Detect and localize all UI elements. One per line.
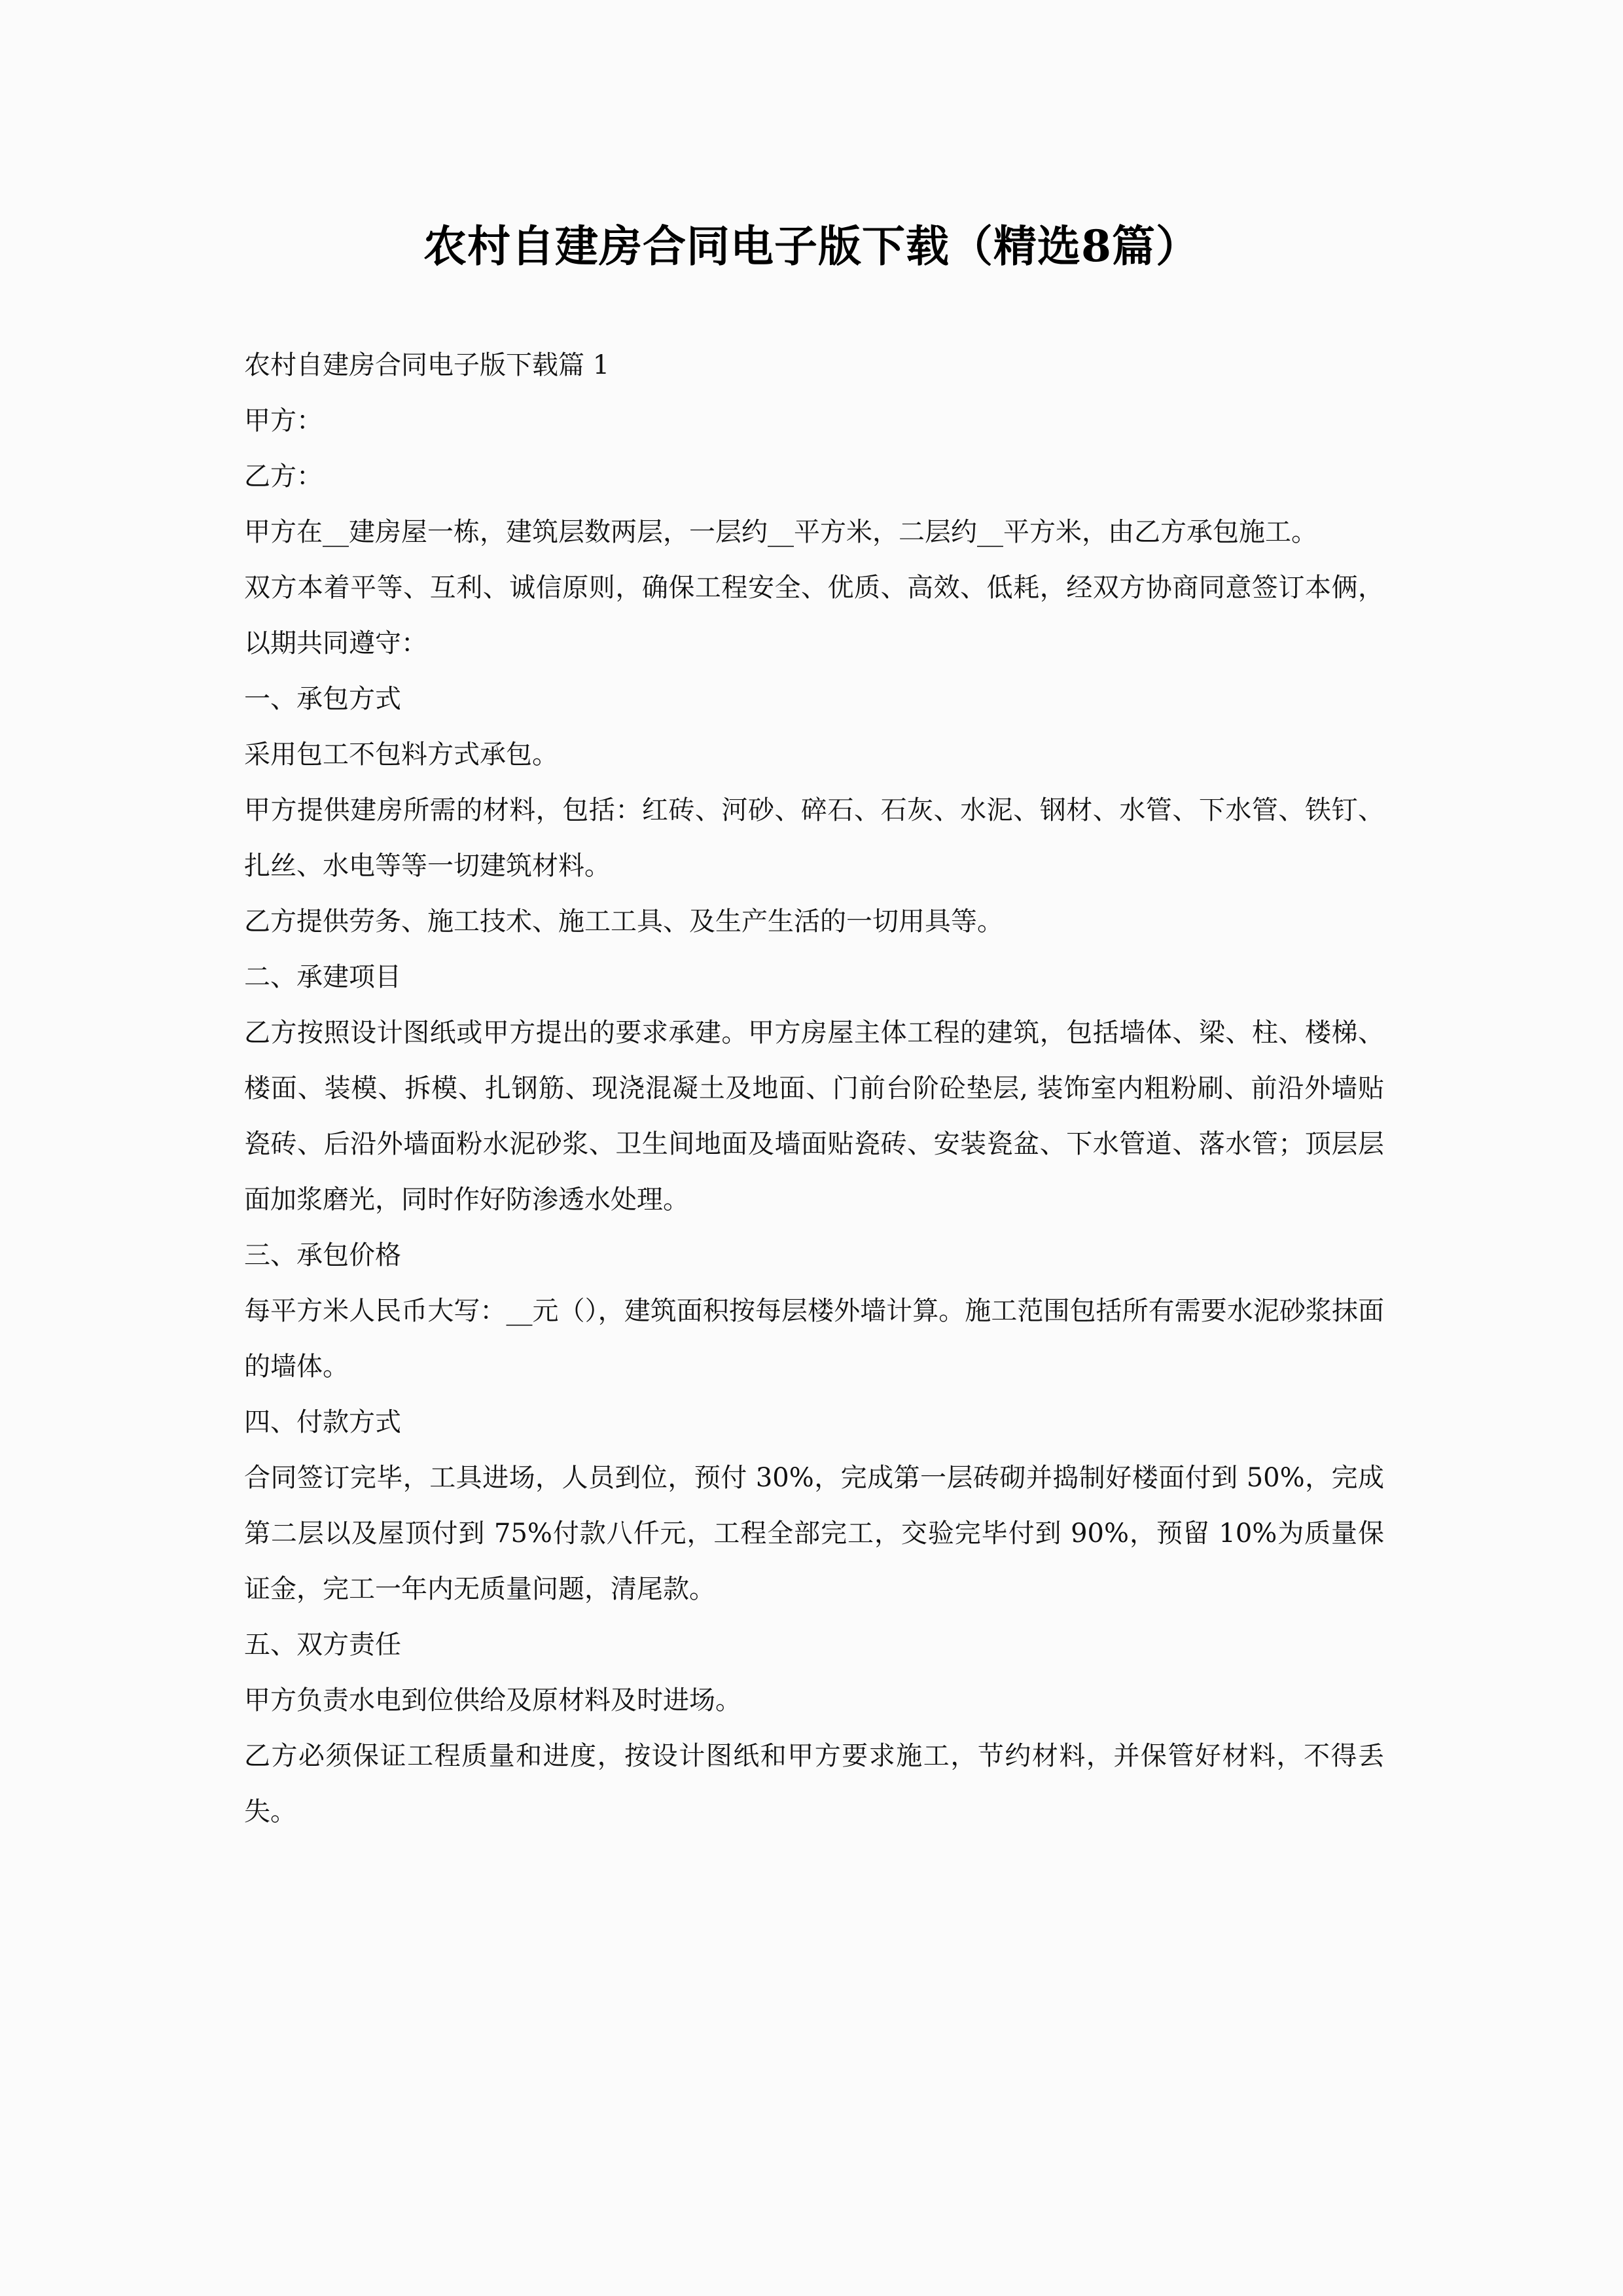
- section-1-heading: 一、承包方式: [244, 684, 401, 714]
- section-1-p2: 甲方提供建房所需的材料，包括：红砖、河砂、碎石、石灰、水泥、钢材、水管、下水管、铁钉、扎丝、水电等等一切建筑材料。: [244, 795, 1384, 881]
- section-4-p1: 合同签订完毕，工具进场，人员到位，预付 30%，完成第一层砖砌并捣制好楼面付到 50%，完成第二层以及屋顶付到 75%付款八仟元，工程全部完工，交验完毕付到 90%，预留 10%为质量保证金，完工一年内无质量问题，清尾款。: [244, 1463, 1384, 1604]
- preamble-2: 双方本着平等、互利、诚信原则，确保工程安全、优质、高效、低耗，经双方协商同意签订本俩，以期共同遵守：: [244, 573, 1384, 658]
- section-1-p3: 乙方提供劳务、施工技术、施工工具、及生产生活的一切用具等。: [244, 906, 1003, 937]
- section-5-heading: 五、双方责任: [244, 1630, 401, 1660]
- section-3-p1: 每平方米人民币大写：__元（），建筑面积按每层楼外墙计算。施工范围包括所有需要水泥砂浆抹面的墙体。: [244, 1296, 1384, 1382]
- party-b: 乙方：: [244, 461, 323, 492]
- section-5-p1: 甲方负责水电到位供给及原材料及时进场。: [244, 1685, 741, 1715]
- page-title: 农村自建房合同电子版下载（精选8篇）: [423, 221, 1200, 272]
- party-a: 甲方：: [244, 406, 323, 436]
- section-2-heading: 二、承建项目: [244, 962, 401, 992]
- section-2-p1: 乙方按照设计图纸或甲方提出的要求承建。甲方房屋主体工程的建筑，包括墙体、梁、柱、楼梯、楼面、装模、拆模、扎钢筋、现浇混凝土及地面、门前台阶砼垫层, 装饰室内粗粉刷、前沿外墙贴瓷砖、后沿外墙面粉水泥砂浆、卫生间地面及墙面贴瓷砖、安装瓷盆、下水管道、落水管；顶层层面加浆磨光，同时作好防渗透水处理。: [244, 1018, 1384, 1215]
- section-1-p1: 采用包工不包料方式承包。: [244, 740, 558, 770]
- section-5-p2: 乙方必须保证工程质量和进度，按设计图纸和甲方要求施工，节约材料，并保管好材料，不得丢失。: [244, 1741, 1384, 1827]
- document-body: [244, 338, 1384, 1840]
- preamble-1: 甲方在__建房屋一栋，建筑层数两层，一层约__平方米，二层约__平方米，由乙方承包施工。: [244, 517, 1317, 547]
- subtitle: 农村自建房合同电子版下载篇 1: [244, 350, 610, 380]
- section-3-heading: 三、承包价格: [244, 1240, 401, 1270]
- section-4-heading: 四、付款方式: [244, 1407, 401, 1437]
